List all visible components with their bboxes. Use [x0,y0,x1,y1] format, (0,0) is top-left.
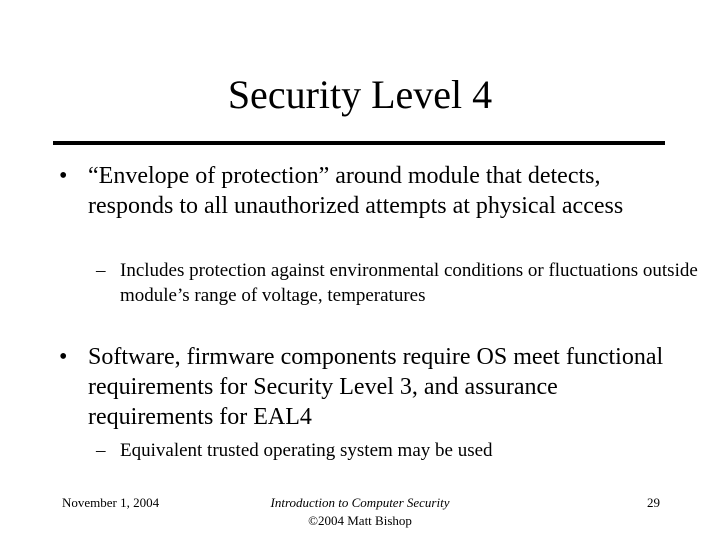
sub-bullet-marker: – [96,260,106,281]
footer-course-info [200,494,520,530]
page-number: 29 [647,495,660,510]
sub-bullet-marker: – [96,440,106,461]
footer-copyright: ©2004 Matt Bishop [308,513,412,528]
title-divider [53,141,665,145]
slide-title: Security Level 4 [227,72,493,117]
bullet-text: Software, firmware components require OS meet functional requirements for Security Level 3, and assurance requirements for EAL4 [88,344,664,430]
bullet-item-1 [59,161,648,221]
sub-bullet-text: Equivalent trusted operating system may be used [120,440,493,461]
bullet-marker: • [59,344,68,370]
footer-date: November 1, 2004 [62,495,160,510]
sub-bullet-item-1 [96,258,700,308]
bullet-text: “Envelope of protection” around module that detects, responds to all unauthorized attempts at physical access [88,163,624,219]
bullet-item-2 [59,342,678,432]
footer-course: Introduction to Computer Security [270,495,450,510]
bullet-marker: • [59,163,68,189]
sub-bullet-item-2 [96,438,700,463]
sub-bullet-text: Includes protection against environmental conditions or fluctuations outside module’s range of voltage, temperatures [120,260,698,306]
